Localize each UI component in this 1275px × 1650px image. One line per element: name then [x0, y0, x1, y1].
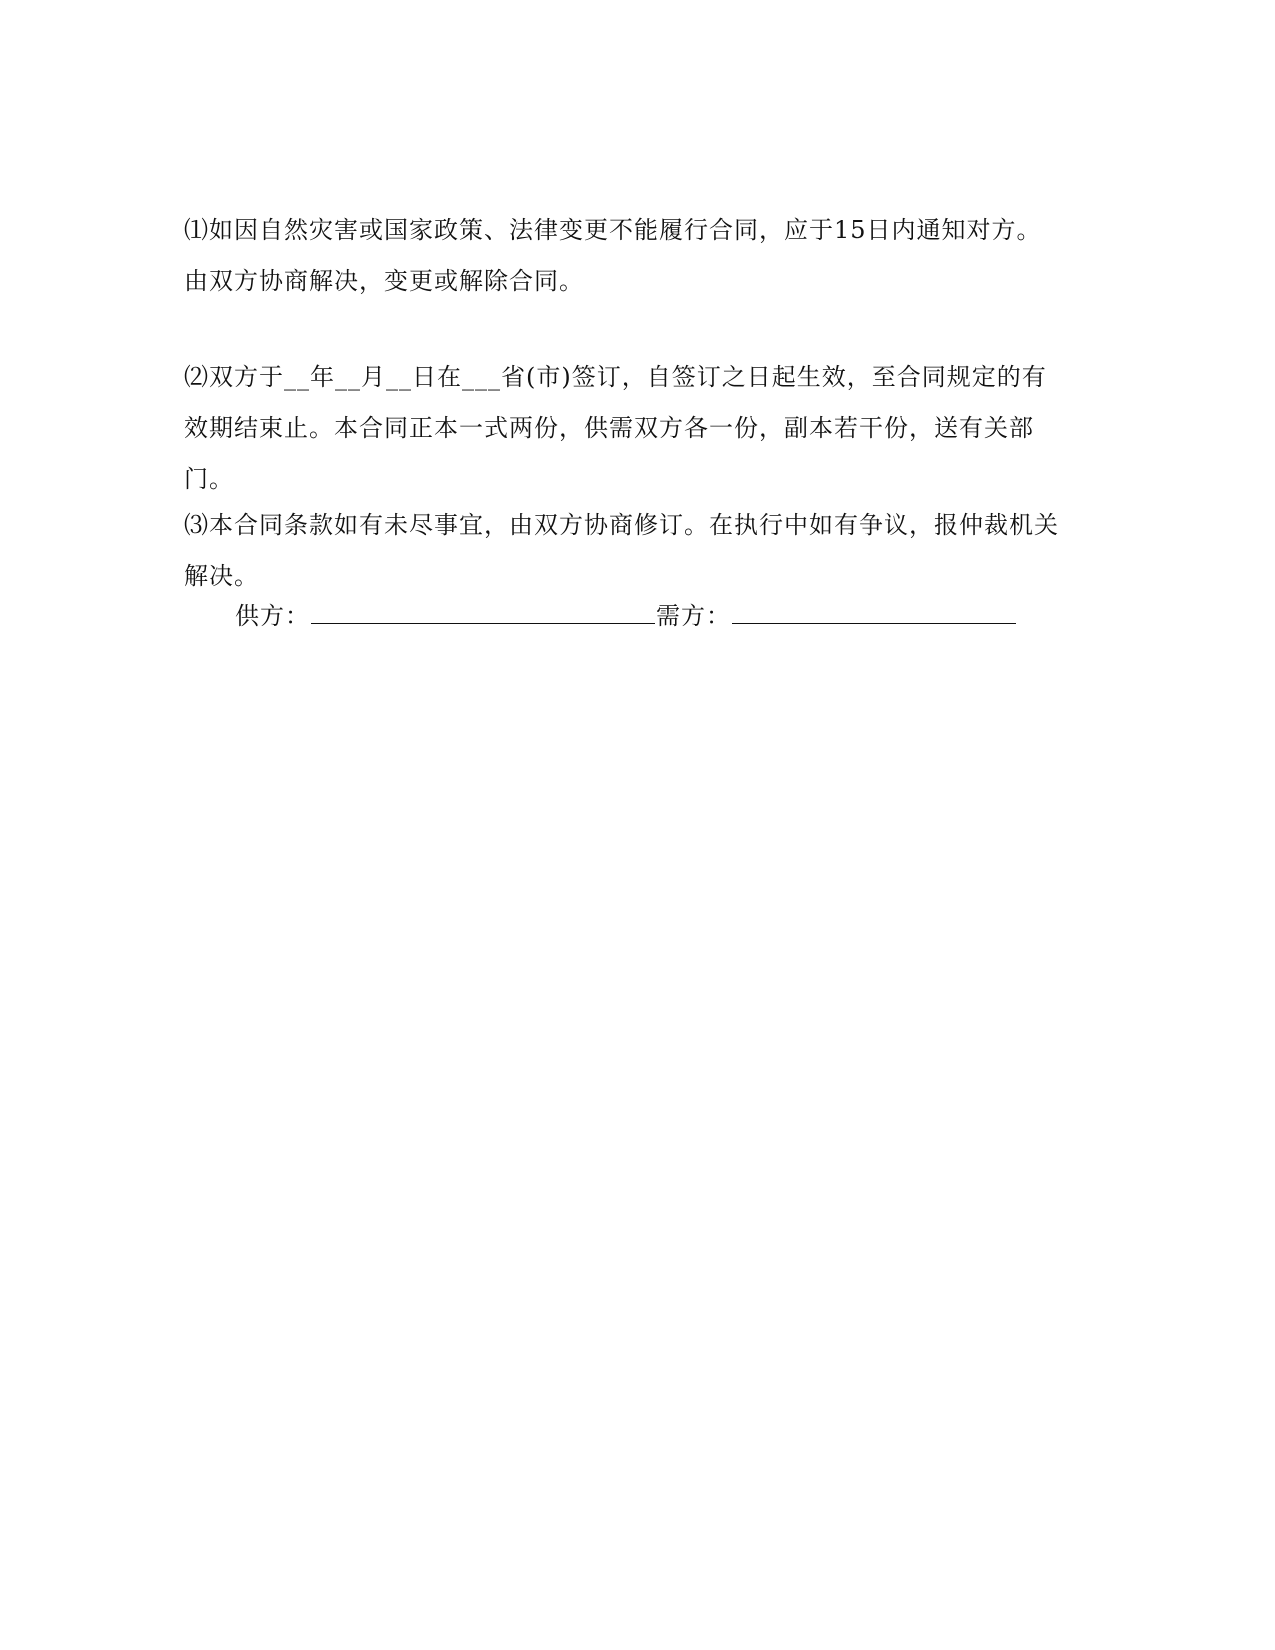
clause-2-signing-and-validity: ⑵双方于__年__月__日在___省(市)签订，自签订之日起生效，至合同规定的有效期结束止。本合同正本一式两份，供需双方各一份，副本若干份，送有关部门。: [184, 363, 1047, 493]
signature-line: [235, 596, 1017, 636]
clause-1-force-majeure: ⑴如因自然灾害或国家政策、法律变更不能履行合同，应于15日内通知对方。由双方协商解决，变更或解除合同。: [184, 216, 1042, 295]
supplier-label: 供方：: [235, 602, 310, 630]
buyer-signature-blank[interactable]: [732, 622, 1016, 624]
clause-3-amendments-disputes: ⑶本合同条款如有未尽事宜，由双方协商修订。在执行中如有争议，报仲裁机关解决。: [184, 511, 1059, 590]
supplier-signature-blank[interactable]: [311, 622, 655, 624]
buyer-label: 需方：: [656, 602, 731, 630]
